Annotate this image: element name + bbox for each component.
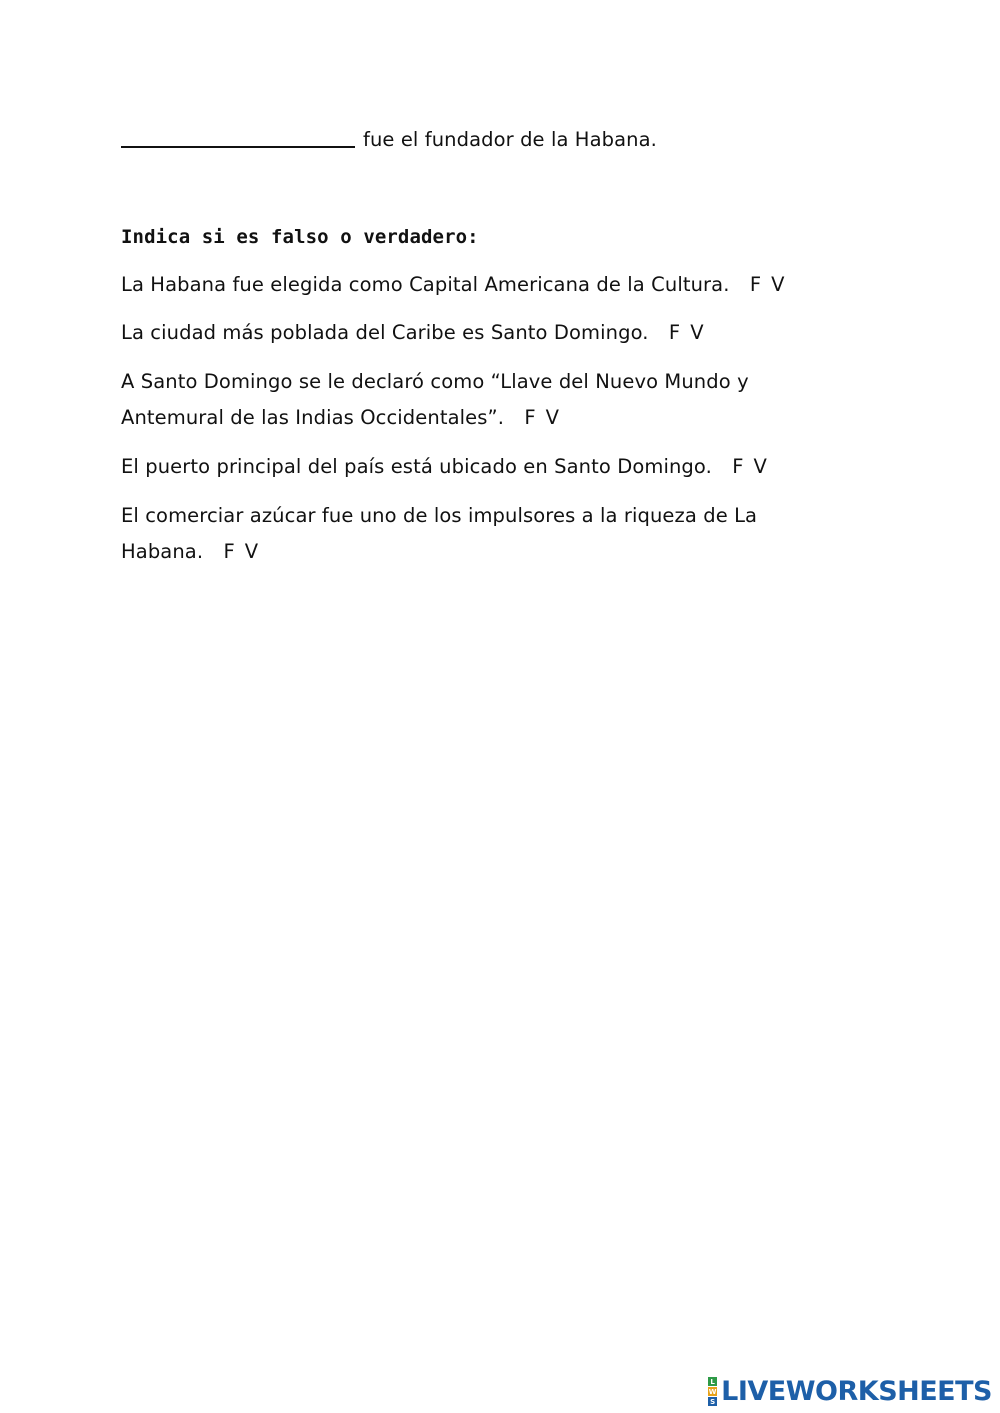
option-true[interactable]: V — [753, 455, 767, 478]
statement-text: A Santo Domingo se le declaró como “Llave del Nuevo Mundo y — [121, 370, 749, 393]
option-true[interactable]: V — [690, 321, 704, 344]
statement-text: La ciudad más poblada del Caribe es Santo Domingo. — [121, 321, 649, 344]
true-false-options — [223, 535, 268, 569]
option-false[interactable]: F — [223, 540, 235, 563]
statement-text: Habana. — [121, 540, 204, 563]
true-false-options — [669, 316, 714, 350]
liveworksheets-mark-icon — [708, 1377, 717, 1406]
statement-3-line-2 — [121, 401, 569, 435]
true-false-options — [750, 268, 795, 302]
liveworksheets-wordmark: LIVEWORKSHEETS — [721, 1376, 992, 1407]
fill-blank-sentence: fue el fundador de la Habana. — [363, 128, 657, 151]
answer-blank[interactable] — [121, 126, 355, 148]
fill-blank-question — [121, 123, 657, 157]
section-heading: Indica si es falso o verdadero: — [121, 226, 479, 248]
statement-1 — [121, 268, 795, 302]
statement-text: El puerto principal del país está ubicado en Santo Domingo. — [121, 455, 712, 478]
option-true[interactable]: V — [771, 273, 785, 296]
statement-text: La Habana fue elegida como Capital Americana de la Cultura. — [121, 273, 730, 296]
true-false-options — [524, 401, 569, 435]
option-true[interactable]: V — [244, 540, 259, 563]
option-false[interactable]: F — [668, 321, 681, 344]
option-false[interactable]: F — [732, 455, 744, 478]
statement-text: El comerciar azúcar fue uno de los impulsores a la riqueza de La — [121, 504, 758, 527]
statement-5-line-1 — [121, 499, 757, 533]
statement-2 — [121, 316, 714, 350]
statement-5-line-2 — [121, 535, 268, 569]
statement-3-line-1 — [121, 365, 749, 399]
mark-letter-s: S — [710, 1397, 716, 1406]
mark-letter-w: W — [708, 1387, 717, 1396]
true-false-options — [732, 450, 777, 484]
statement-text: Antemural de las Indias Occidentales”. — [121, 406, 505, 429]
mark-letter-l: L — [708, 1377, 717, 1386]
option-false[interactable]: F — [749, 273, 762, 296]
liveworksheets-logo — [708, 1376, 992, 1407]
option-true[interactable]: V — [545, 406, 560, 429]
option-false[interactable]: F — [524, 406, 536, 429]
statement-4 — [121, 450, 777, 484]
